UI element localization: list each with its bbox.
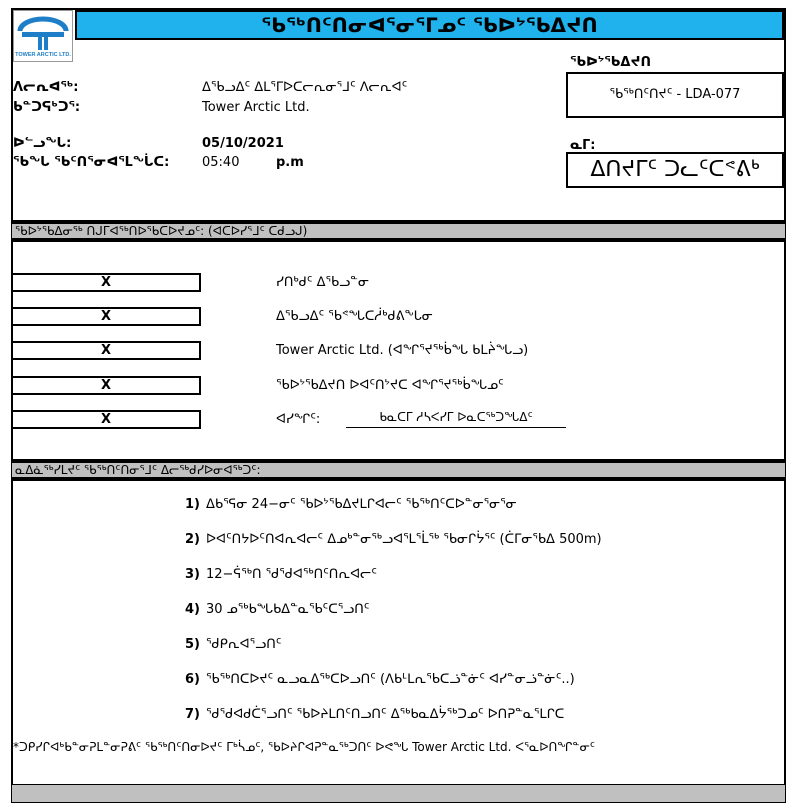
- doc-id-box: [566, 72, 784, 118]
- svg-text:TOWER ARCTIC LTD.: TOWER ARCTIC LTD.: [15, 52, 71, 58]
- location-label: ᓇᒥ:: [570, 138, 596, 153]
- instruction-item: 1) ᐃᑲᕐᕋᓂ 24−ᓂᑦ ᖃᐅᔾᖃᐃᔪᒪᒋᐊᓕᑦ ᖃᖅᑎᑦᑕᐅᓐᓂᕐᓂᕐᓂ: [185, 497, 517, 512]
- checkbox-5[interactable]: X: [11, 410, 201, 429]
- time-label: ᖃᖓ ᖃᑦᑎᕐᓂᐊᕐᒪᖔᑕ:: [13, 155, 170, 170]
- footer-note: *ᑐᑭᓯᒋᐊᒃᑲᓐᓂᕈᒪᓐᓂᕈᕕᑦ ᖃᖅᑎᑦᑎᓂᐅᔪᑦ ᒥᒃᓵᓄᑦ, ᖃᐅᔨᒋᐊᕈᓐᓇᖅᑐᑎᑦ ᐅᕙᖓ Tower Arctic Ltd. ᐸᕐᓇᐅᑎᖏᓐᓂᑦ: [13, 740, 596, 754]
- option-label-1: ᓯᑎᒃᑯᑦ ᐃᖃᓗᓐᓂ: [276, 275, 370, 290]
- doc-id-value: ᖃᖅᑎᑦᑎᔪᑦ - LDA-077: [609, 87, 741, 102]
- project-label: ᐱᓕᕆᐊᖅ:: [13, 80, 79, 95]
- project-value: ᐃᖃᓗᐃᑦ ᐃᒪᕐᒥᐅᑕᓕᕆᓂᕐᒧᑦ ᐱᓕᕆᐊᑦ: [202, 80, 408, 95]
- instruction-item: 7) ᖁᖁᐊᑯᑖᕐᓗᑎᑦ ᖃᐅᔨᒪᑎᑦᑎᓗᑎᑦ ᐃᖅᑲᓇᐃᔮᖅᑐᓄᑦ ᐅᑎᕈᓐᓇᕐᒪᒋᑕ: [185, 707, 565, 722]
- form-title: ᖃᖅᑎᑦᑎᓂᐊᕐᓂᕐᒥᓄᑦ ᖃᐅᔾᖃᐃᔪᑎ: [75, 10, 784, 40]
- other-input-value: ᑲᓇᑕᒥ ᓱᓴᐸᓯᒥ ᐅᓇᑕᖅᑐᖓᐃᑦ: [379, 410, 533, 424]
- instruction-item: 6) ᖃᖅᑎᑕᐅᔪᑦ ᓇᓗᓇᐃᖅᑕᐅᓗᑎᑦ (ᐱᑲᒻᒪᕆᖃᑕᓘᓐᓃᑦ ᐊᓯᓐᓂᓘᓐᓃᑦ..): [185, 672, 575, 687]
- date-value: 05/10/2021: [202, 136, 284, 151]
- checkbox-3[interactable]: X: [11, 341, 201, 360]
- option-label-2: ᐃᖃᓗᐃᑦ ᖃᕝᖓᑕᓲᒃᑯᕕᖕᒐᓂ: [276, 309, 433, 324]
- instruction-item: 5) ᖁᑭᕆᐊᕐᓗᑎᑦ: [185, 637, 282, 652]
- company-value: Tower Arctic Ltd.: [202, 100, 310, 115]
- date-label: ᐅᓪᓗᖓ:: [13, 136, 72, 151]
- option-label-5: ᐊᓯᖏᑦ:: [276, 412, 321, 427]
- checkbox-2[interactable]: X: [11, 307, 201, 326]
- instruction-item: 4) 30 ᓄᖅᑲᖓᑲᐃᓐᓇᖃᑦᑕᕐᓗᑎᑦ: [185, 602, 370, 617]
- instructions-section-header: ᓇᐃᓈᖅᓯᒪᔪᑦ ᖃᖅᑎᑦᑎᓂᕐᒧᑦ ᐃᓕᖅᑯᓯᐅᓂᐊᖅᑐᑦ:: [11, 462, 786, 478]
- time-value: 05:40: [202, 155, 240, 170]
- location-box: [566, 152, 784, 188]
- time-ampm: p.m: [276, 155, 304, 170]
- option-label-3: Tower Arctic Ltd. (ᐊᖏᕐᔪᖅᑳᖓ ᑲᒪᔩᖓᓗ): [276, 343, 529, 358]
- tower-logo-icon: [14, 11, 72, 61]
- divider: [11, 478, 786, 481]
- location-value: ᐃᑎᔪᒥᑦ ᑐᓚᑦᑕᕝᕕᒃ: [590, 157, 760, 182]
- instruction-item: 2) ᐅᐊᑦᑎᔭᐅᑦᑎᐊᕆᐊᓕᑦ ᐃᓄᒃᓐᓂᕐᒃᓗᐊᕐᒪᕐᒫᖅ ᖃᓂᒋᔮᕐᑦ (ᑖᒥᓂᖃᐃ 500m): [185, 532, 602, 547]
- other-input[interactable]: [346, 410, 566, 428]
- instruction-item: 3) 12−ᕌᖅᑎ ᖁᖁᐊᖅᑎᑦᑎᕆᐊᓕᑦ: [185, 567, 377, 582]
- doc-id-label: ᖃᐅᔾᖃᐃᔪᑎ: [570, 55, 652, 70]
- company-label: ᑲᓐᑐᕋᒃᑐᕐ:: [13, 100, 81, 115]
- bottom-bar: [11, 784, 786, 803]
- divider: [11, 239, 786, 242]
- checkbox-4[interactable]: X: [11, 376, 201, 395]
- company-logo: [13, 10, 73, 62]
- checkbox-1[interactable]: X: [11, 273, 201, 292]
- option-label-4: ᖃᐅᔾᖃᐃᔪᑎ ᐅᐊᑦᑎᔾᔪᑕ ᐊᖏᕐᔪᖅᑳᖓᓄᑦ: [276, 378, 504, 393]
- distribution-section-header: ᖃᐅᔾᖃᐃᓂᖅ ᑎᒍᒥᐊᖅᑎᐅᖃᑕᐅᔪᓄᑦ: (ᐊᑕᐅᓯᕐᒧᑦ ᑕᑯᓗᒍ): [11, 223, 786, 239]
